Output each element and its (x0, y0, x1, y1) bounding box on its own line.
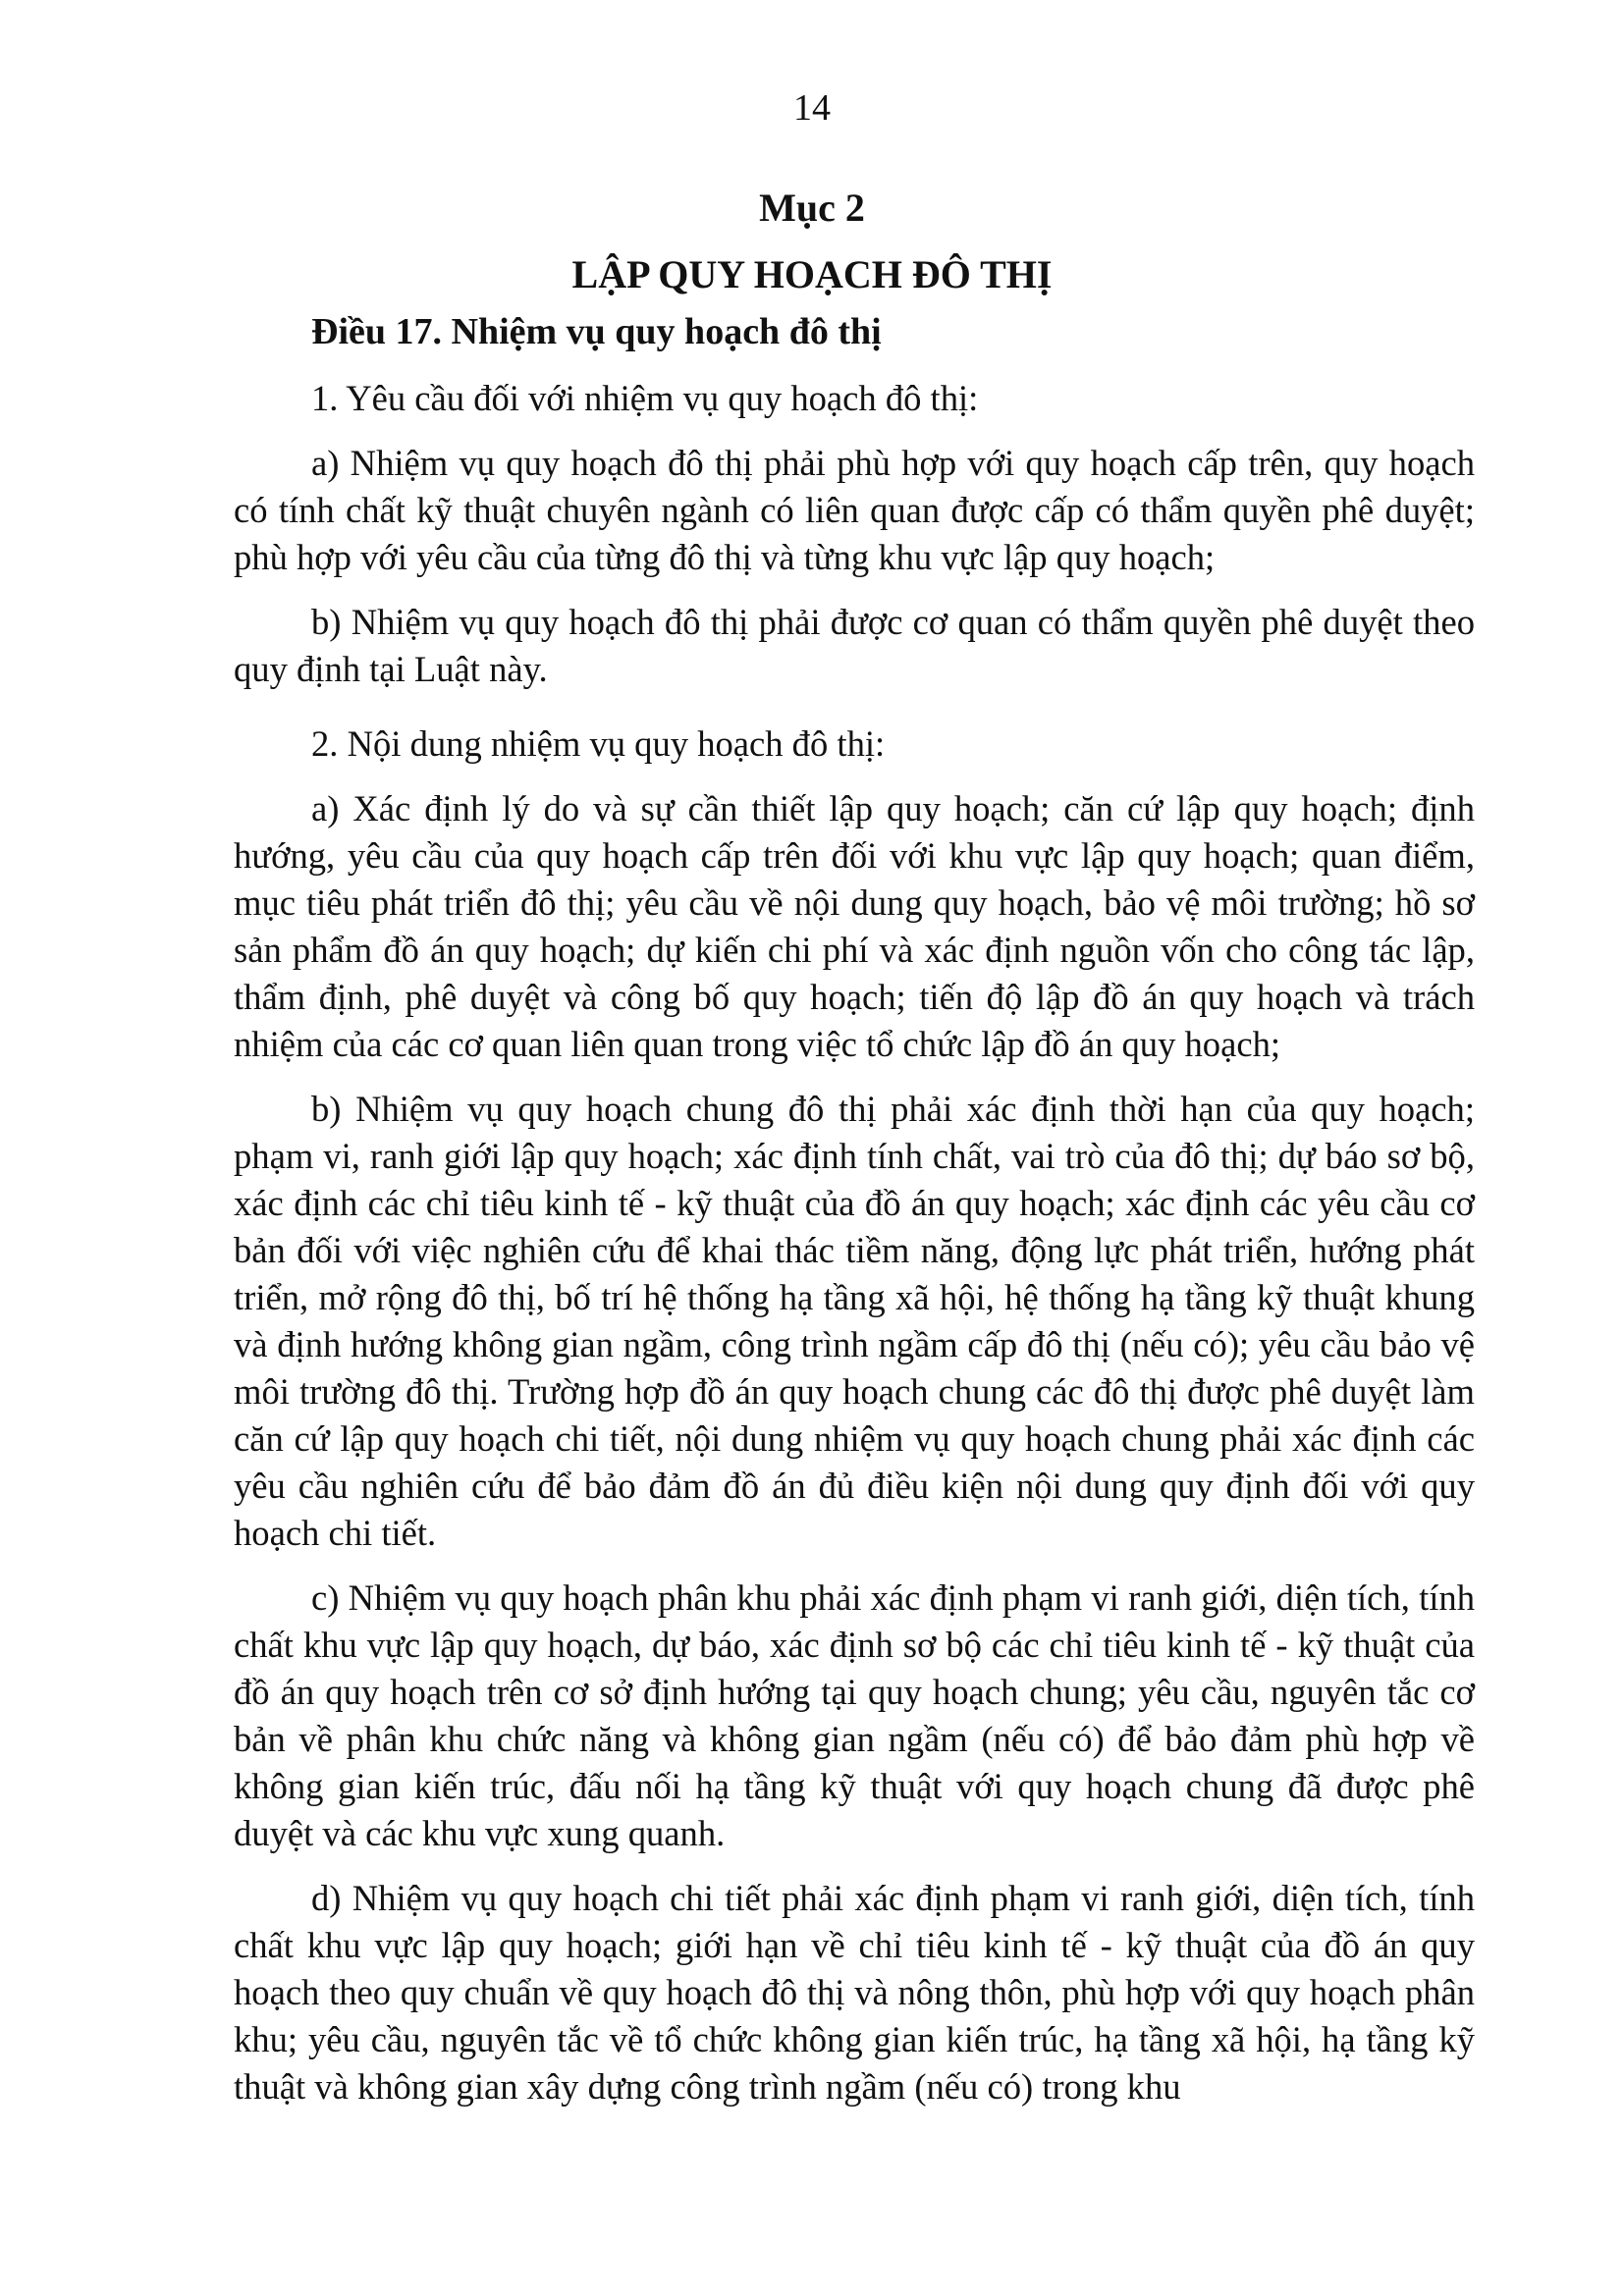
paragraph-1a: a) Nhiệm vụ quy hoạch đô thị phải phù hợp với quy hoạch cấp trên, quy hoạch có tính chất kỹ thuật chuyên ngành có liên quan được cấp có thẩm quyền phê duyệt; phù hợp với yêu cầu của từng đô thị và từng khu vực lập quy hoạch; (234, 443, 1475, 577)
paragraph-2: 2. Nội dung nhiệm vụ quy hoạch đô thị: (311, 723, 886, 764)
paragraph-1b: b) Nhiệm vụ quy hoạch đô thị phải được cơ quan có thẩm quyền phê duyệt theo quy định tại Luật này. (234, 602, 1475, 689)
paragraph-2a: a) Xác định lý do và sự cần thiết lập quy hoạch; căn cứ lập quy hoạch; định hướng, yêu cầu của quy hoạch cấp trên đối với khu vực lập quy hoạch; quan điểm, mục tiêu phát triển đô thị; yêu cầu về nội dung quy hoạch, bảo vệ môi trường; hồ sơ sản phẩm đồ án quy hoạch; dự kiến chi phí và xác định nguồn vốn cho công tác lập, thẩm định, phê duyệt và công bố quy hoạch; tiến độ lập đồ án quy hoạch và trách nhiệm của các cơ quan liên quan trong việc tổ chức lập đồ án quy hoạch; (234, 788, 1475, 1064)
paragraph-2c: c) Nhiệm vụ quy hoạch phân khu phải xác định phạm vi ranh giới, diện tích, tính chất khu vực lập quy hoạch, dự báo, xác định sơ bộ các chỉ tiêu kinh tế - kỹ thuật của đồ án quy hoạch trên cơ sở định hướng tại quy hoạch chung; yêu cầu, nguyên tắc cơ bản về phân khu chức năng và không gian ngầm (nếu có) để bảo đảm phù hợp về không gian kiến trúc, đấu nối hạ tầng kỹ thuật với quy hoạch chung đã được phê duyệt và các khu vực xung quanh. (234, 1577, 1475, 1853)
paragraph-1: 1. Yêu cầu đối với nhiệm vụ quy hoạch đô thị: (311, 378, 979, 418)
paragraph-2d: d) Nhiệm vụ quy hoạch chi tiết phải xác định phạm vi ranh giới, diện tích, tính chất khu vực lập quy hoạch; giới hạn về chỉ tiêu kinh tế - kỹ thuật của đồ án quy hoạch theo quy chuẩn về quy hoạch đô thị và nông thôn, phù hợp với quy hoạch phân khu; yêu cầu, nguyên tắc về tổ chức không gian kiến trúc, hạ tầng xã hội, hạ tầng kỹ thuật và không gian xây dựng công trình ngầm (nếu có) trong khu (234, 1878, 1475, 2107)
section-label: Mục 2 (759, 186, 865, 230)
page-number: 14 (793, 87, 831, 129)
article-heading: Điều 17. Nhiệm vụ quy hoạch đô thị (311, 311, 882, 352)
section-title: LẬP QUY HOẠCH ĐÔ THỊ (571, 252, 1053, 296)
article-body (234, 308, 1475, 2128)
paragraph-2b: b) Nhiệm vụ quy hoạch chung đô thị phải xác định thời hạn của quy hoạch; phạm vi, ranh giới lập quy hoạch; xác định tính chất, vai trò của đô thị; dự báo sơ bộ, xác định các chỉ tiêu kinh tế - kỹ thuật của đồ án quy hoạch; xác định các yêu cầu cơ bản đối với việc nghiên cứu để khai thác tiềm năng, động lực phát triển, hướng phát triển, mở rộng đô thị, bố trí hệ thống hạ tầng xã hội, hệ thống hạ tầng kỹ thuật khung và định hướng không gian ngầm, công trình ngầm cấp đô thị (nếu có); yêu cầu bảo vệ môi trường đô thị. Trường hợp đồ án quy hoạch chung các đô thị được phê duyệt làm căn cứ lập quy hoạch chi tiết, nội dung nhiệm vụ quy hoạch chung phải xác định các yêu cầu nghiên cứu để bảo đảm đồ án đủ điều kiện nội dung quy định đối với quy hoạch chi tiết. (234, 1089, 1475, 1553)
